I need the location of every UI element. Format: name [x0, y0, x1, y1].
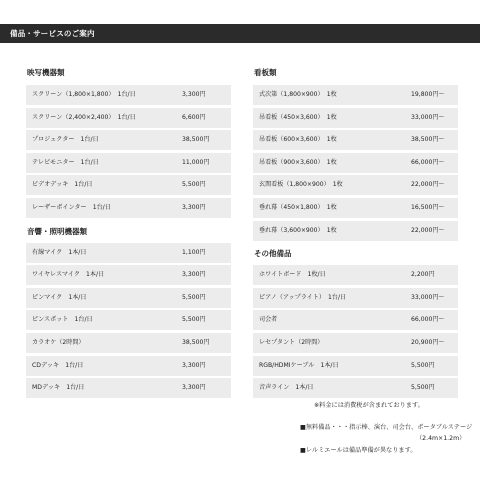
list-item	[26, 85, 231, 105]
category-title-audio-lighting: 音響・照明機器類	[27, 226, 87, 236]
list-item	[26, 378, 231, 398]
item-price: 5,500円	[411, 361, 435, 369]
left-column	[26, 66, 231, 401]
item-price: 3,300円	[182, 384, 206, 392]
list-item	[253, 356, 458, 376]
list-item	[26, 198, 231, 218]
item-name: ビデオデッキ 1台/日	[32, 181, 93, 189]
item-name: 式次第（1,800×900） 1枚	[259, 91, 337, 98]
list-item	[26, 333, 231, 353]
page-title: 備品・サービスのご案内	[10, 29, 95, 38]
item-name: カラオケ（2時間）	[32, 338, 85, 346]
item-name: ワイヤレスマイク 1本/日	[32, 271, 105, 279]
item-name: プロジェクター 1台/日	[32, 136, 99, 144]
item-price: 33,000円～	[411, 293, 445, 301]
item-price: 22,000円～	[411, 181, 445, 189]
list-item	[253, 378, 458, 398]
list-item	[253, 310, 458, 330]
item-price: 5,500円	[182, 181, 206, 189]
item-price: 38,500円	[182, 136, 210, 144]
list-item	[253, 333, 458, 353]
tax-note: ※料金には消費税が含まれております。	[314, 402, 424, 409]
item-name: 吊看板（600×3,600） 1枚	[259, 136, 337, 144]
item-name: 司会者	[259, 316, 278, 324]
list-item	[26, 130, 231, 150]
list-item	[26, 175, 231, 195]
item-name: RGB/HDMIケーブル 1本/日	[259, 361, 339, 369]
item-name: 垂れ幕（450×1,800） 1枚	[259, 203, 337, 211]
item-price: 5,500円	[411, 384, 435, 392]
list-item	[26, 153, 231, 173]
list-item	[253, 265, 458, 285]
item-price: 5,500円	[182, 316, 206, 324]
category-title-projection: 映写機器類	[27, 68, 65, 77]
list-item	[253, 288, 458, 308]
list-item	[253, 108, 458, 128]
item-name: テレビモニター 1台/日	[32, 158, 99, 166]
item-name: 玄関看板（1,800×900） 1枚	[259, 181, 343, 189]
list-item	[26, 265, 231, 285]
category-title-other: その他備品	[254, 249, 292, 259]
item-price: 33,000円～	[411, 113, 445, 121]
item-name: 音声ライン 1本/日	[259, 384, 314, 392]
item-price: 66,000円～	[411, 158, 445, 166]
item-name: MDデッキ 1台/日	[32, 384, 85, 392]
item-price: 16,500円～	[411, 203, 445, 211]
list-item	[253, 221, 458, 241]
item-name: ピアノ（アップライト） 1台/日	[259, 293, 347, 301]
rental-note: ■レルミエールは備品準備が異なります。	[300, 447, 417, 454]
item-price: 3,300円	[182, 271, 206, 279]
item-price: 1,100円	[182, 248, 206, 256]
item-price: 2,200円	[411, 271, 435, 279]
item-price: 20,900円～	[411, 338, 445, 346]
item-name: レーザーポインター 1台/日	[32, 203, 111, 211]
item-price: 66,000円～	[411, 316, 445, 324]
item-name: CDデッキ 1台/日	[32, 361, 84, 369]
item-name: 垂れ幕（3,600×900） 1枚	[259, 226, 337, 234]
list-item	[26, 310, 231, 330]
item-name: ホワイトボード 1枚/日	[259, 271, 326, 279]
list-item	[26, 243, 231, 263]
item-price: 19,800円～	[411, 91, 445, 98]
item-price: 3,300円	[182, 91, 206, 98]
item-price: 6,600円	[182, 113, 206, 121]
item-name: スクリーン（2,400×2,400） 1台/日	[32, 113, 136, 121]
item-price: 3,300円	[182, 361, 206, 369]
list-item	[253, 153, 458, 173]
list-item	[253, 175, 458, 195]
item-name: スクリーン（1,800×1,800） 1台/日	[32, 91, 136, 98]
item-price: 38,500円～	[411, 136, 445, 144]
list-item	[26, 288, 231, 308]
right-column	[253, 66, 458, 401]
item-price: 38,500円	[182, 338, 210, 346]
page-header	[0, 24, 480, 43]
item-name: 吊看板（450×3,600） 1枚	[259, 113, 337, 121]
list-item	[253, 130, 458, 150]
item-name: ピンスポット 1台/日	[32, 316, 93, 324]
list-item	[26, 108, 231, 128]
item-name: レセプタント（2時間）	[259, 338, 324, 346]
list-item	[26, 356, 231, 376]
list-item	[253, 85, 458, 105]
item-name: 吊看板（900×3,600） 1枚	[259, 158, 337, 166]
item-price: 22,000円～	[411, 226, 445, 234]
list-item	[253, 198, 458, 218]
item-price: 11,000円	[182, 158, 210, 166]
item-price: 5,500円	[182, 293, 206, 301]
item-price: 3,300円	[182, 203, 206, 211]
free-items-size-note: （2.4m×1.2m）	[416, 435, 466, 442]
item-name: ピンマイク 1本/日	[32, 293, 87, 301]
free-items-note: ■無料備品・・・指示棒、演台、司会台、ポータブルステージ	[300, 424, 473, 431]
item-name: 有線マイク 1本/日	[32, 248, 87, 256]
category-title-signboards: 看板類	[254, 68, 277, 77]
